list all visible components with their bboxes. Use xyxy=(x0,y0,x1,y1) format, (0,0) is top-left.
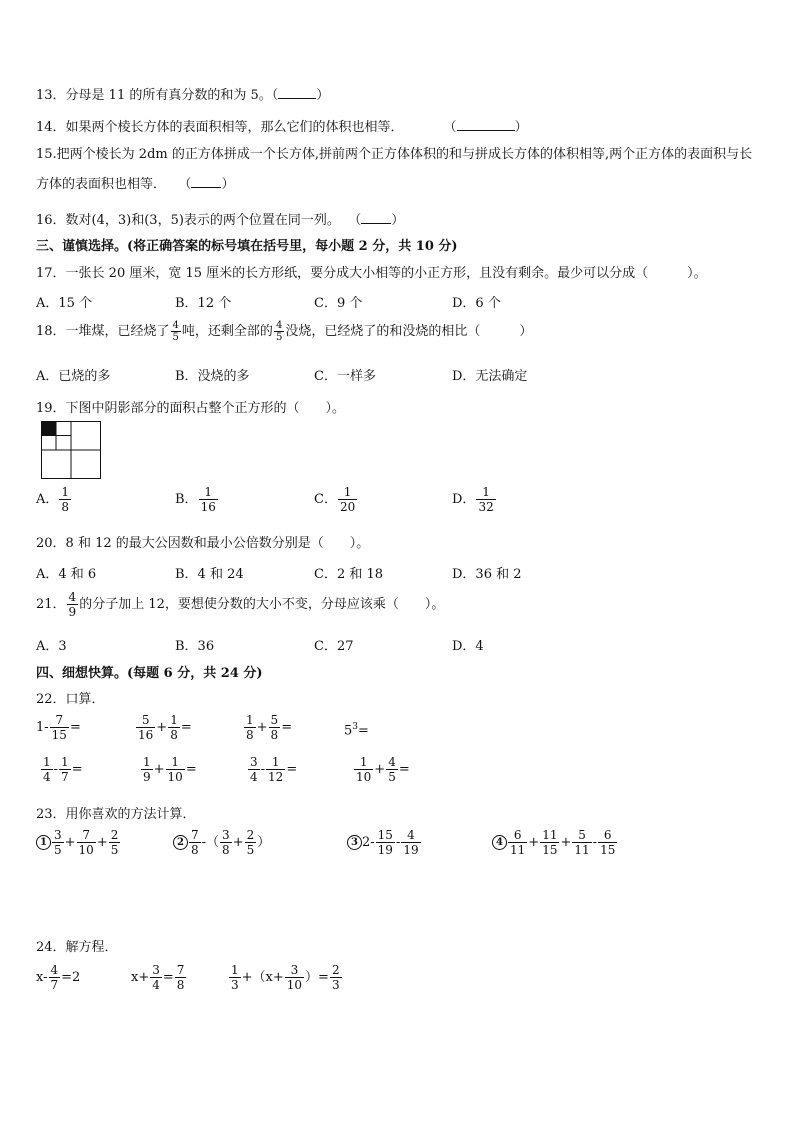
calc-problem-3: 3 2- $\frac{15}{19}$ - $\frac{4}{19}$ xyxy=(347,828,422,857)
question-19: 19．下图中阴影部分的面积占整个正方形的（ ）。 xyxy=(36,401,346,416)
equation-2: x+ $\frac{3}{4}$ = $\frac{7}{8}$ xyxy=(131,963,185,992)
option-b[interactable]: B．4 和 24 xyxy=(175,567,244,582)
fraction: $\frac{1}{8}$ xyxy=(61,485,70,514)
question-22-title: 22．口算． xyxy=(36,692,105,707)
section-4-heading: 四、细想快算。(每题 6 分，共 24 分) xyxy=(36,666,263,681)
answer-blank[interactable] xyxy=(191,175,221,188)
equation-3: $\frac{1}{3}$ +（x+ $\frac{3}{10}$ ）= $\frac{2}{3}$ xyxy=(231,963,340,992)
fraction: $\frac{1}{32}$ xyxy=(478,485,494,514)
question-18: 18．一堆煤，已经烧了 $\frac{4}{5}$ 吨，还剩全部的 $\frac{4}{5}$ 没烧，已经烧了的和没烧的相比（ ） xyxy=(36,320,533,343)
option-a[interactable]: A．15 个 xyxy=(36,296,93,311)
option-d[interactable]: D．无法确定 xyxy=(452,369,528,384)
question-17: 17．一张长 20 厘米，宽 15 厘米的长方形纸，要分成大小相等的小正方形，且没有剩余。最少可以分成（ ）。 xyxy=(36,266,707,281)
fraction: $\frac{1}{20}$ xyxy=(339,485,356,514)
calc-problem-1: 1 $\frac{3}{5}$ + $\frac{7}{10}$ + $\frac{2}{5}$ xyxy=(36,828,121,857)
option-d[interactable]: D．4 xyxy=(452,639,484,654)
option-d[interactable]: D．6 个 xyxy=(452,296,501,311)
option-c[interactable]: C．一样多 xyxy=(314,369,376,384)
mental-calc-1: 1- $\frac{7}{15}$ = xyxy=(36,713,81,742)
option-c[interactable]: C．9 个 xyxy=(314,296,363,311)
answer-blank[interactable] xyxy=(361,211,391,224)
option-c[interactable]: C．27 xyxy=(314,639,354,654)
question-15: 15.把两个棱长为 2dm 的正方体拼成一个长方体,拼前两个正方体体积的和与拼成长方体的体积相等,两个正方体的表面积与长方体的表面积也相等． （ ） xyxy=(36,147,753,192)
fraction: $\frac{1}{16}$ xyxy=(200,485,216,514)
section-3-heading: 三、谨慎选择。(将正确答案的标号填在括号里，每小题 2 分，共 10 分) xyxy=(36,239,458,254)
calc-problem-4: 4 $\frac{6}{11}$ + $\frac{11}{15}$ + $\frac{5}{11}$ - $\frac{6}{15}$ xyxy=(492,828,618,857)
option-a[interactable]: A． $\frac{1}{8}$ xyxy=(36,485,70,514)
calc-problem-2: 2 $\frac{7}{8}$ -（ $\frac{3}{8}$ + $\frac{2}{5}$ ） xyxy=(173,828,270,857)
option-b[interactable]: B．12 个 xyxy=(175,296,232,311)
option-b[interactable]: B． $\frac{1}{16}$ xyxy=(175,485,216,514)
mental-calc-8: $\frac{1}{10}$ + $\frac{4}{5}$ = xyxy=(356,755,410,784)
answer-blank[interactable] xyxy=(278,86,316,99)
circled-number: 1 xyxy=(36,835,51,850)
option-c[interactable]: C． $\frac{1}{20}$ xyxy=(314,485,356,514)
option-b[interactable]: B．36 xyxy=(175,639,215,654)
mental-calc-6: $\frac{1}{9}$ + $\frac{1}{10}$ = xyxy=(143,755,197,784)
mental-calc-7: $\frac{3}{4}$ - $\frac{1}{12}$ = xyxy=(250,755,298,784)
mental-calc-5: $\frac{1}{4}$ - $\frac{1}{7}$ = xyxy=(43,755,83,784)
question-14: 14．如果两个棱长方体的表面积相等，那么它们的体积也相等． （ ） xyxy=(36,120,528,135)
circled-number: 3 xyxy=(347,835,362,850)
option-c[interactable]: C．2 和 18 xyxy=(314,567,384,582)
question-16: 16．数对(4，3)和(3，5)表示的两个位置在同一列。 （ ） xyxy=(36,213,405,228)
shaded-square-figure xyxy=(41,421,101,479)
option-a[interactable]: A．3 xyxy=(36,639,67,654)
mental-calc-2: $\frac{5}{16}$ + $\frac{1}{8}$ = xyxy=(138,713,192,742)
circled-number: 4 xyxy=(492,835,507,850)
question-21: 21． $\frac{4}{9}$ 的分子加上 12，要想使分数的大小不变，分母应该乘（ ）。 xyxy=(36,590,445,619)
option-a[interactable]: A．已烧的多 xyxy=(36,369,111,384)
question-24-title: 24．解方程． xyxy=(36,940,118,955)
fraction: $\frac{4}{9}$ xyxy=(68,590,77,619)
option-b[interactable]: B．没烧的多 xyxy=(175,369,250,384)
question-23-title: 23．用你喜欢的方法计算． xyxy=(36,807,196,822)
option-d[interactable]: D． $\frac{1}{32}$ xyxy=(452,485,494,514)
mental-calc-3: $\frac{1}{8}$ + $\frac{5}{8}$ = xyxy=(246,713,293,742)
circled-number: 2 xyxy=(173,835,188,850)
mental-calc-4: $5^3=$ xyxy=(344,722,369,739)
answer-blank[interactable] xyxy=(457,118,515,131)
fraction: $\frac{4}{5}$ xyxy=(172,320,179,343)
fraction: $\frac{4}{5}$ xyxy=(275,320,283,343)
option-a[interactable]: A．4 和 6 xyxy=(36,567,97,582)
question-20: 20．8 和 12 的最大公因数和最小公倍数分别是（ ）。 xyxy=(36,536,370,551)
option-d[interactable]: D．36 和 2 xyxy=(452,567,522,582)
equation-1: x- $\frac{4}{7}$ =2 xyxy=(36,963,81,992)
question-13: 13．分母是 11 的所有真分数的和为 5。（ ） xyxy=(36,88,330,103)
